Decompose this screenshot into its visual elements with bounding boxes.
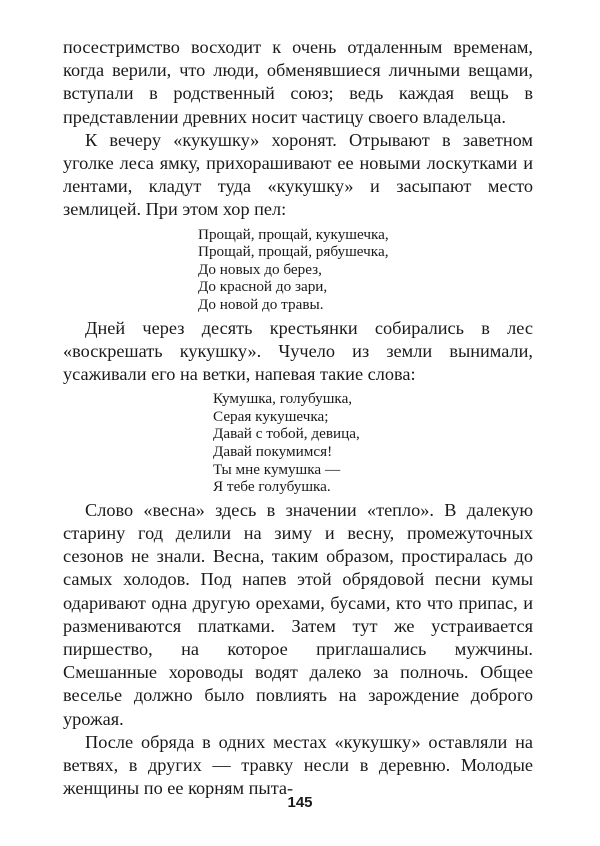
verse-line: До красной до зари, (198, 278, 328, 296)
verse-line: Давай с тобой, девица, (213, 425, 360, 443)
verse-line: Ты мне кумушка — (213, 460, 341, 478)
verse-line: До новых до берез, (198, 260, 322, 278)
paragraph-5: После обряда в одних местах «кукушку» оставляли на ветвях, в других — травку несли в деревню. Молодые женщины по ее корням пыта- (63, 731, 533, 799)
verse-line: Я тебе голубушка. (213, 478, 331, 496)
page-number: 145 (287, 794, 313, 811)
verse-line: Давай покумимся! (213, 442, 333, 460)
verse-line: Кумушка, голубушка, (213, 390, 353, 408)
paragraph-1: посестримство восходит к очень отдаленным временам, когда верили, что люди, обменявшиеся личными вещами, вступали в родственный союз; ведь каждая вещь в представлении древних носит частицу своего владельца. (63, 37, 533, 127)
body-text (63, 36, 533, 800)
verse-line: До новой до травы. (198, 296, 324, 313)
paragraph-2: К вечеру «кукушку» хоронят. Отрывают в заветном уголке леса ямку, прихорашивают ее новыми лоскутками и лентами, кладут туда «кукушку» и засыпают место землицей. При этом хор пел: (63, 129, 533, 220)
verse-line: Прощай, прощай, кукушечка, (198, 225, 389, 243)
paragraph-4: Слово «весна» здесь в значении «тепло». В далекую старину год делили на зиму и весну, промежуточных сезонов не знали. Весна, таким образом, простиралась до самых холодов. Под напев этой обрядовой песни кумы одаривают одна другую орехами, бусами, кто что припас, и размениваются платками. Затем тут же устраивается пиршество, на которое приглашались мужчины. Смешанные хороводы водят далеко за полночь. Общее веселье должно было повлиять на зарождение доброго урожая. (63, 499, 533, 729)
verse-line: Серая кукушечка; (213, 407, 329, 425)
song-verse-1 (63, 226, 533, 314)
paragraph-3: Дней через десять крестьянки собирались в лес «воскрешать кукушку». Чучело из земли вынимали, усаживали его на ветки, напевая такие слова: (63, 317, 533, 384)
verse-line: Прощай, прощай, рябушечка, (198, 243, 389, 261)
song-verse-2 (63, 390, 533, 496)
